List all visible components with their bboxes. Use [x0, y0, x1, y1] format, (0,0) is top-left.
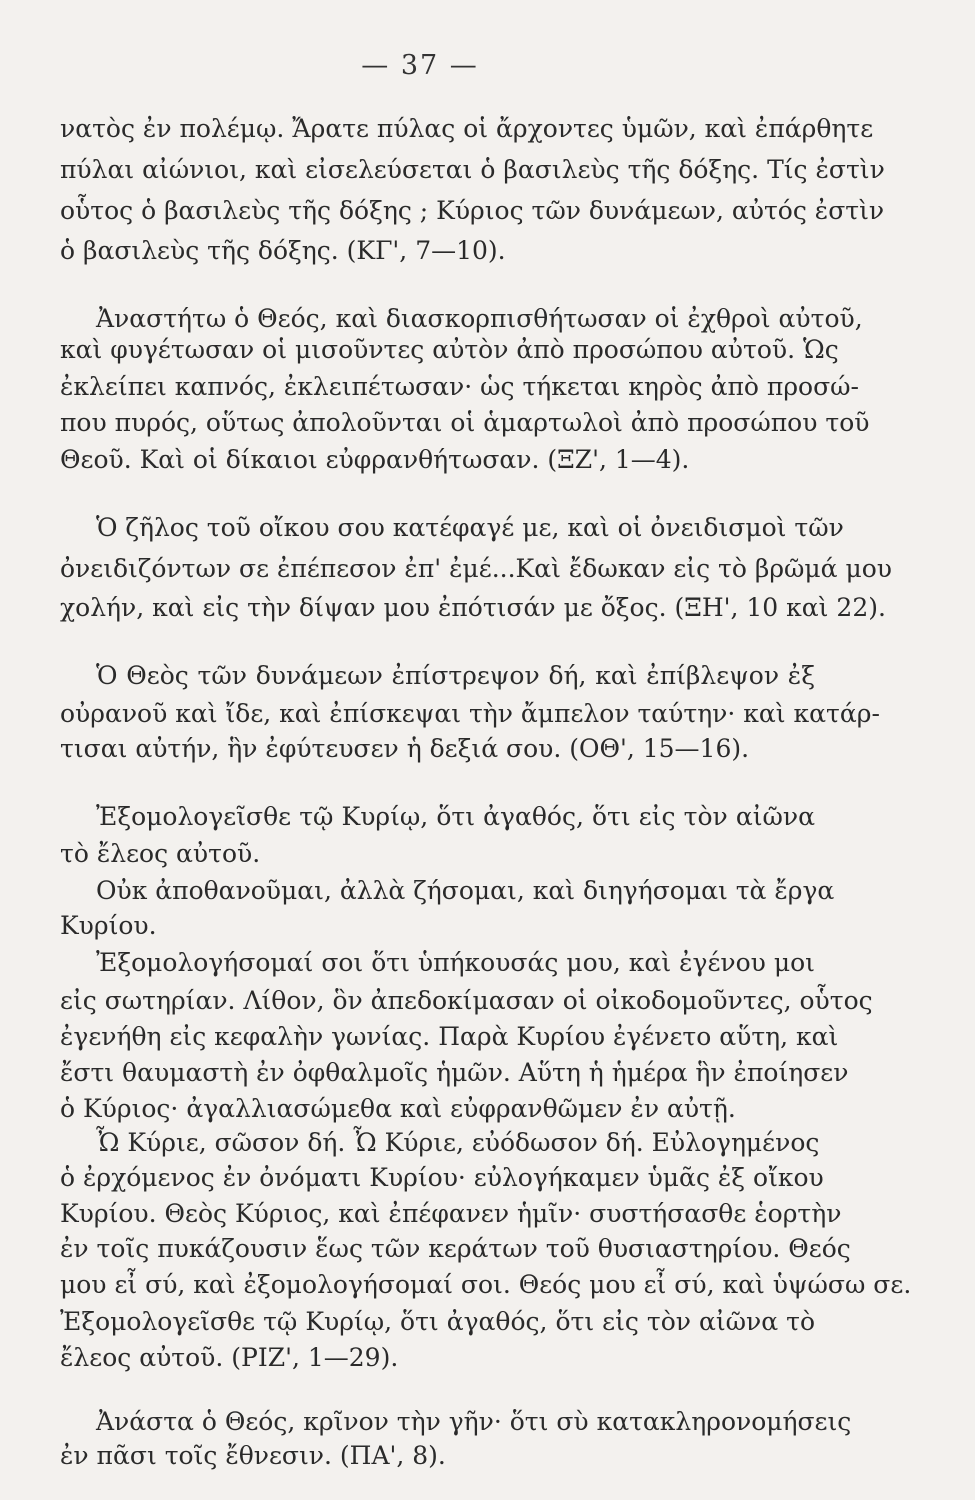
text-line: νατὸς ἐν πολέμῳ. Ἄρατε πύλας οἱ ἄρχοντες ὑμῶν, καὶ ἐπάρθητε — [60, 114, 874, 143]
text-line: Ὁ Θεὸς τῶν δυνάμεων ἐπίστρεψον δή, καὶ ἐπίβλεψον ἐξ — [96, 661, 815, 690]
text-line: Κυρίου. — [60, 911, 157, 940]
text-line: Ἐξομολογήσομαί σοι ὅτι ὑπήκουσάς μου, καὶ ἐγένου μοι — [96, 948, 815, 977]
text-line: Ἐξομολογεῖσθε τῷ Κυρίῳ, ὅτι ἀγαθός, ὅτι εἰς τὸν αἰῶνα — [96, 802, 815, 831]
text-line: χολήν, καὶ εἰς τὴν δίψαν μου ἐπότισάν με ὄξος. (ΞΗ', 10 καὶ 22). — [60, 593, 886, 622]
text-line: Ὦ Κύριε, σῶσον δή. Ὦ Κύριε, εὐόδωσον δή. Εὐλογημένος — [96, 1128, 820, 1157]
text-line: ὀνειδιζόντων σε ἐπέπεσον ἐπ' ἐμέ...Καὶ ἔδωκαν εἰς τὸ βρῶμά μου — [60, 554, 892, 583]
text-line: Ἀνάστα ὁ Θεός, κρῖνον τὴν γῆν· ὅτι σὺ κατακληρονομήσεις — [96, 1407, 852, 1436]
text-line: που πυρός, οὕτως ἀπολοῦνται οἱ ἁμαρτωλοὶ ἀπὸ προσώπου τοῦ — [60, 408, 870, 437]
text-line: ὁ βασιλεὺς τῆς δόξης. (ΚΓ', 7—10). — [60, 236, 506, 265]
text-line: καὶ φυγέτωσαν οἱ μισοῦντες αὐτὸν ἀπὸ προσώπου αὐτοῦ. Ὡς — [60, 335, 839, 364]
text-line: Ὁ ζῆλος τοῦ οἴκου σου κατέφαγέ με, καὶ οἱ ὀνειδισμοὶ τῶν — [96, 513, 844, 542]
text-line: οὗτος ὁ βασιλεὺς τῆς δόξης ; Κύριος τῶν δυνάμεων, αὐτός ἐστὶν — [60, 196, 885, 225]
text-line: ἐν τοῖς πυκάζουσιν ἕως τῶν κεράτων τοῦ θυσιαστηρίου. Θεός — [60, 1234, 851, 1263]
text-line: ἔστι θαυμαστὴ ἐν ὀφθαλμοῖς ἡμῶν. Αὕτη ἡ ἡμέρα ἣν ἐποίησεν — [60, 1058, 849, 1087]
page-number: — 37 — — [361, 50, 479, 81]
text-line: ἐν πᾶσι τοῖς ἔθνεσιν. (ΠΑ', 8). — [60, 1441, 446, 1470]
text-line: πύλαι αἰώνιοι, καὶ εἰσελεύσεται ὁ βασιλεὺς τῆς δόξης. Τίς ἐστὶν — [60, 155, 885, 184]
text-line: Οὐκ ἀποθανοῦμαι, ἀλλὰ ζήσομαι, καὶ διηγήσομαι τὰ ἔργα — [96, 876, 835, 905]
text-line: τισαι αὐτήν, ἣν ἐφύτευσεν ἡ δεξιά σου. (ΟΘ', 15—16). — [60, 734, 750, 763]
text-line: Ἐξομολογεῖσθε τῷ Κυρίῳ, ὅτι ἀγαθός, ὅτι εἰς τὸν αἰῶνα τὸ — [60, 1307, 815, 1336]
text-line: ἔλεος αὐτοῦ. (ΡΙΖ', 1—29). — [60, 1343, 399, 1372]
text-line: ἐκλείπει καπνός, ἐκλειπέτωσαν· ὡς τήκεται κηρὸς ἀπὸ προσώ- — [60, 372, 859, 401]
text-line: ὁ ἐρχόμενος ἐν ὀνόματι Κυρίου· εὐλογήκαμεν ὑμᾶς ἐξ οἴκου — [60, 1163, 824, 1192]
text-line: οὐρανοῦ καὶ ἴδε, καὶ ἐπίσκεψαι τὴν ἄμπελον ταύτην· καὶ κατάρ- — [60, 699, 880, 728]
text-line: μου εἶ σύ, καὶ ἐξομολογήσομαί σοι. Θεός μου εἶ σύ, καὶ ὑψώσω σε. — [60, 1270, 912, 1299]
text-line: Ἀναστήτω ὁ Θεός, καὶ διασκορπισθήτωσαν οἱ ἐχθροὶ αὐτοῦ, — [96, 304, 863, 333]
text-line: εἰς σωτηρίαν. Λίθον, ὃν ἀπεδοκίμασαν οἱ οἰκοδομοῦντες, οὗτος — [60, 986, 873, 1015]
text-line: ὁ Κύριος· ἀγαλλιασώμεθα καὶ εὐφρανθῶμεν ἐν αὐτῇ. — [60, 1094, 736, 1123]
text-line: Κυρίου. Θεὸς Κύριος, καὶ ἐπέφανεν ἡμῖν· συστήσασθε ἑορτὴν — [60, 1199, 842, 1228]
text-line: ἐγενήθη εἰς κεφαλὴν γωνίας. Παρὰ Κυρίου ἐγένετο αὕτη, καὶ — [60, 1022, 839, 1051]
text-line: τὸ ἔλεος αὐτοῦ. — [60, 839, 261, 868]
text-line: Θεοῦ. Καὶ οἱ δίκαιοι εὐφρανθήτωσαν. (ΞΖ', 1—4). — [60, 445, 690, 474]
